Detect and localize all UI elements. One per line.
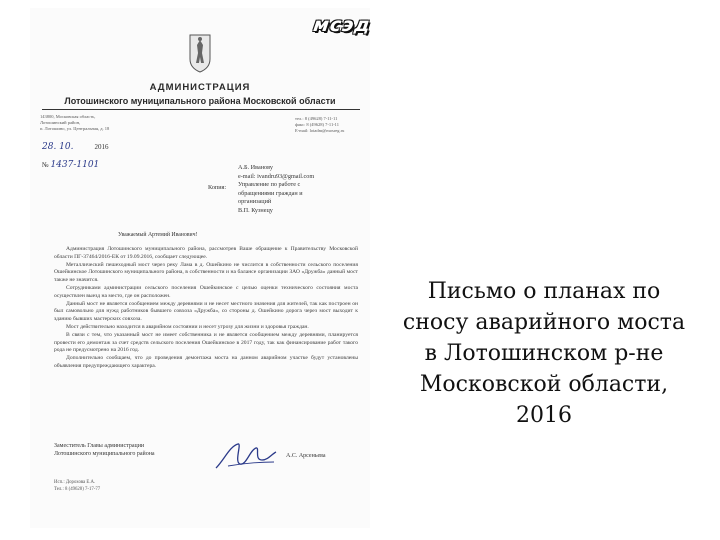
- admin-title: АДМИНИСТРАЦИЯ: [149, 82, 251, 93]
- handwritten-date: 28. 10.: [42, 142, 74, 152]
- paragraph: Мост действительно находится в аварийном состоянии и несет угрозу для жизни и здоровья граждан.: [66, 323, 309, 330]
- admin-subtitle: Лотошинского муниципального района Московской области: [64, 96, 336, 106]
- executor-info: Исп.: Дорохова Е.А. Тел.: 8 (49628) 7-17-77: [54, 480, 101, 492]
- paragraph: В связи с тем, что указанный мост не имеет собственника и не является сообщением между деревнями, планируется провести его демонтаж за счет средств сельского поселения Ошейкинское в 2017 году, так как финансирование работ такого рода не предусмотрено на 2016 год.: [54, 332, 358, 354]
- letter-date: 28. 10. 2016: [42, 142, 109, 152]
- signer-name: А.С. Арсеньева: [286, 453, 326, 459]
- scanned-letter: [30, 8, 373, 528]
- signer-title: Заместитель Главы администрации Лотошинского муниципального района: [54, 443, 155, 457]
- slide-caption: Письмо о планах по сносу аварийного моста в Лотошинском р-не Московской области, 2016: [402, 279, 686, 428]
- recipient-block: А.Б. Иванову e-mail: ivandru93@gmail.com Управление по работе с обращениями граждан и организаций В.П. Кузнецу: [238, 164, 315, 214]
- sender-address: 143800, Московская область, Лотошинский район, п. Лотошино, ул. Центральная, д. 18: [40, 114, 110, 131]
- greeting: Уважаемый Артемий Иванович!: [118, 232, 198, 238]
- paragraph: Металлический пешеходный мост через реку Лама в д. Ошейкино не числится в собственности сельского поселения Ошейкинское Лотошинского муниципального района, в собственности и на балансе организации ЗАО «Дружба» данный мост также не значится.: [54, 261, 358, 283]
- msed-watermark: мсэд: [311, 14, 373, 36]
- header-divider: [42, 109, 360, 110]
- paragraph: Администрация Лотошинского муниципального района, рассмотрев Ваше обращение к Правительству Московской области ПГ-37464/2016-ЕК от 19.09.2016, сообщает следующее.: [54, 246, 358, 260]
- coat-of-arms-icon: [188, 33, 212, 73]
- copy-label: Копия:: [208, 184, 227, 191]
- signature-icon: [210, 438, 280, 474]
- sender-contacts: тел.: 8 (49628) 7-11-11 факс: 8 (49628) 7-11-11 E-mail: lotadm@mosreg.ru: [295, 116, 345, 133]
- paragraph: Сотрудниками администрации сельского поселения Ошейкинское с целью оценки технического состояния моста осуществлен выезд на место, где он расположен.: [54, 284, 358, 299]
- paragraph: Дополнительно сообщаем, что до проведения демонтажа моста на данном аварийном участке будут установлены объявления предупреждающего характера.: [54, 355, 358, 369]
- letter-body: [54, 246, 358, 371]
- handwritten-number: 1437-1101: [50, 160, 100, 170]
- letter-number: № 1437-1101: [42, 160, 100, 170]
- paragraph: Данный мост не является сообщением между деревнями и не несет местного значения для жителей, так как построен он был самовольно для нужд работников бывшего совхоза «Дружба», со стороны д. Ошейкино дорога через мост выходит к зданию бывших мастерских совхоза.: [54, 300, 358, 322]
